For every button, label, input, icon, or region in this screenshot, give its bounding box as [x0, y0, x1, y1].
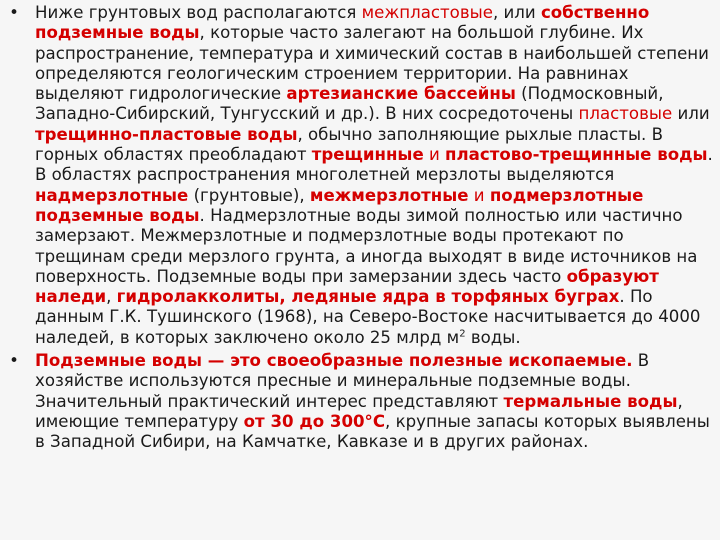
bullet-item-2: [6, 351, 718, 452]
term-naledi: образуют наледи: [35, 266, 659, 307]
text-run: (грунтовые),: [188, 185, 310, 205]
term-treshchinnye: трещинные: [311, 145, 424, 165]
text-run: , или: [492, 3, 541, 22]
bullet-dot-icon: •: [9, 351, 19, 371]
text-run: В хозяйстве используются пресные и минеральные подземные воды. Значительный практический интерес представляют: [35, 351, 650, 411]
bullet-text-1: [35, 3, 713, 347]
term-sobstvenno-podzemnye: собственно подземные воды: [35, 3, 650, 43]
superscript: 2: [459, 328, 466, 340]
text-run: и: [468, 185, 490, 205]
term-podmerzlotnye: подмерзлотные подземные воды: [35, 185, 644, 225]
term-temperatura: от 30 до 300°С: [243, 411, 386, 431]
text-run: или: [672, 104, 710, 124]
term-mezhmerzlotnye: межмерзлотные: [309, 185, 469, 205]
term-mezhplastovye: межпластовые: [361, 3, 493, 22]
text-run: ,: [106, 287, 117, 307]
term-poleznye-iskopaemye: Подземные воды — это своеобразные полезные ископаемые.: [35, 351, 633, 371]
text-run: воды.: [465, 327, 521, 347]
text-run: Ниже грунтовых вод располагаются: [35, 3, 362, 22]
term-arteziansk-basseyny: артезианские бассейны: [286, 84, 516, 104]
term-plastovye: пластовые: [578, 104, 673, 124]
bullet-item-1: [6, 3, 718, 348]
text-run: , обычно заполняющие рыхлые пласты. В горных областях преобладают: [35, 124, 663, 165]
term-gidrolakkolity: гидролакколиты, ледяные ядра в торфяных буграх: [116, 287, 620, 307]
term-treshchinno-plastovye: трещинно-пластовые воды: [35, 124, 298, 144]
text-run: , крупные запасы которых выявлены в Западной Сибири, на Камчатке, Кавказе и в других районах.: [35, 411, 710, 452]
term-termalnye-vody: термальные воды: [503, 391, 678, 411]
text-run: и: [423, 145, 446, 165]
term-nadmerzlotnye: надмерзлотные: [35, 185, 189, 205]
text-run: . По данным Г.К. Тушинского (1968), на Северо-Востоке насчитывается до 4000 наледей, в которых заключено около 25 млрд м: [35, 287, 701, 347]
bullet-dot-icon: •: [9, 3, 19, 22]
text-run: , которые часто залегают на большой глубине. Их распространение, температура и химический состав в наибольшей степени определяются геологическим строением территории. На равнинах выделяют гидрологические: [35, 23, 709, 104]
bullet-text-2: [35, 351, 710, 451]
text-run: , имеющие температуру: [35, 391, 683, 431]
term-plastovo-treshchinnye: пластово-трещинные воды: [445, 145, 708, 165]
text-run: (Подмосковный, Западно-Сибирский, Тунгусский и др.). В них сосредоточены: [35, 84, 664, 124]
bullet-list: [6, 3, 718, 453]
text-run: . В областях распространения многолетней мерзлоты выделяются: [35, 145, 713, 185]
text-run: . Надмерзлотные воды зимой полностью или частично замерзают. Межмерзлотные и подмерзлотные воды протекают по трещинам среди мерзлого грунта, а иногда выходят в виде источников на поверхность. Подземные воды при замерзании здесь часто: [35, 205, 698, 286]
